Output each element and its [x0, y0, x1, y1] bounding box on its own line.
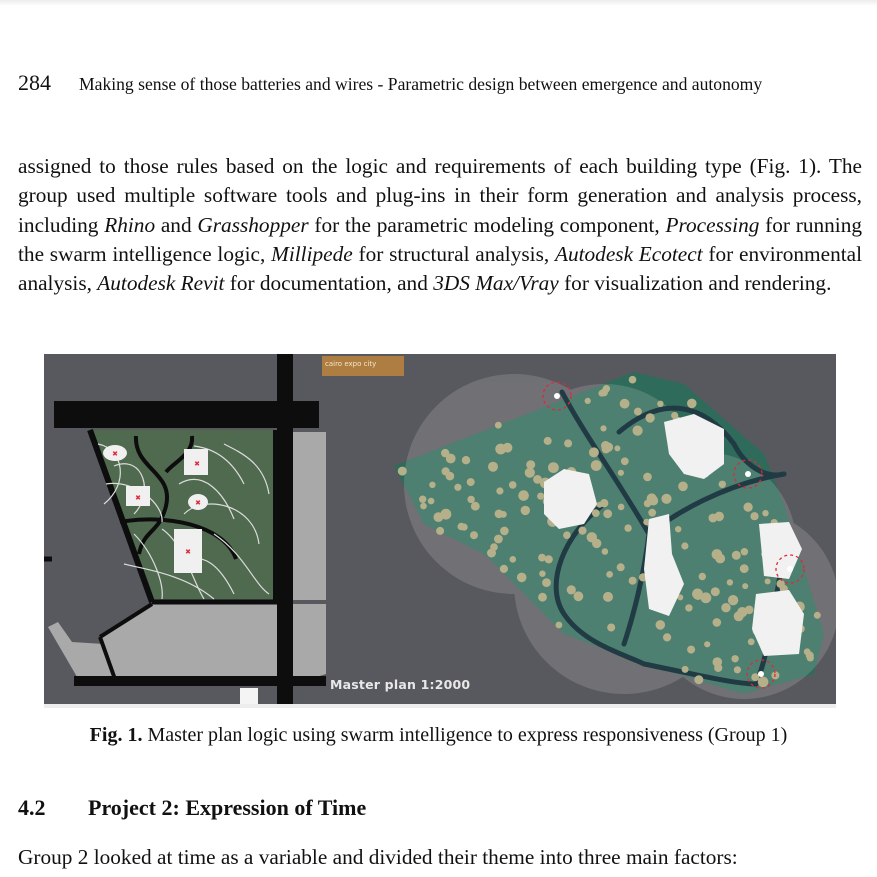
- tree-marker: [713, 657, 723, 667]
- tree-marker: [633, 426, 643, 436]
- tree-marker: [617, 563, 625, 571]
- tree-marker: [762, 510, 768, 516]
- tree-marker: [602, 445, 611, 454]
- tree-marker: [621, 457, 629, 465]
- tree-marker: [436, 527, 444, 535]
- software-name: Autodesk Ecotect: [554, 241, 703, 266]
- software-name: Grasshopper: [197, 212, 309, 237]
- tree-marker: [647, 493, 657, 503]
- tree-marker: [741, 548, 748, 555]
- tree-marker: [711, 587, 720, 596]
- tree-marker: [419, 496, 426, 503]
- tree-marker: [742, 583, 748, 589]
- caption-text: Master plan logic using swarm intelligence to express responsiveness (Group 1): [142, 724, 788, 746]
- tree-marker: [732, 551, 741, 560]
- svg-text:✖: ✖: [135, 494, 141, 502]
- software-name: 3DS Max/Vray: [433, 271, 559, 296]
- tree-marker: [744, 503, 753, 512]
- text-run: assigned to those rules based on the logic and requirements of each building type (Fig. 1). The group used multiple software tools and plug-ins in their form generation and analysis process, including: [18, 154, 862, 237]
- tree-marker: [675, 526, 681, 532]
- tree-marker: [731, 655, 738, 662]
- tree-marker: [429, 482, 435, 488]
- tree-marker: [807, 654, 814, 661]
- tree-marker: [539, 571, 545, 577]
- software-name: Processing: [665, 212, 760, 237]
- page-top-edge: [0, 0, 877, 6]
- tree-marker: [494, 535, 503, 544]
- tree-marker: [624, 524, 631, 531]
- tree-marker: [694, 675, 703, 684]
- tree-marker: [603, 509, 612, 518]
- tree-marker: [510, 556, 517, 563]
- tree-marker: [471, 502, 480, 511]
- tree-marker: [740, 564, 749, 573]
- tree-marker: [814, 612, 821, 619]
- tree-marker: [563, 531, 571, 539]
- tree-marker: [629, 376, 637, 384]
- road-horizontal-bottom: [74, 676, 326, 686]
- section-title: Project 2: Expression of Time: [88, 795, 367, 820]
- tree-marker: [578, 527, 586, 535]
- tree-marker: [620, 399, 630, 409]
- tree-marker: [454, 484, 461, 491]
- tree-marker: [682, 666, 689, 673]
- image-frame-edge: [44, 704, 836, 708]
- tree-marker: [544, 437, 552, 445]
- tree-marker: [420, 503, 427, 510]
- tree-marker: [589, 447, 599, 457]
- tree-marker: [629, 577, 637, 585]
- tree-marker: [592, 509, 600, 517]
- tree-marker: [734, 666, 741, 673]
- tree-marker: [434, 512, 444, 522]
- small-white-block: [240, 688, 258, 704]
- tree-marker: [398, 467, 407, 476]
- svg-text:✖: ✖: [195, 499, 201, 507]
- text-run: for structural analysis,: [352, 241, 555, 266]
- tree-marker: [719, 481, 726, 488]
- tree-marker: [467, 496, 474, 503]
- scale-label: Master plan 1:2000: [330, 677, 471, 692]
- tree-marker: [556, 622, 563, 629]
- tree-marker: [721, 603, 730, 612]
- tree-marker: [521, 506, 530, 515]
- tree-marker: [618, 470, 624, 476]
- software-name: Millipede: [271, 241, 353, 266]
- tree-marker: [462, 456, 470, 464]
- tree-marker: [701, 592, 712, 603]
- logo-text: cairo expo city: [325, 360, 377, 368]
- tree-marker: [517, 573, 527, 583]
- software-name: Rhino: [104, 212, 156, 237]
- tree-marker: [467, 478, 475, 486]
- tree-marker: [734, 611, 744, 621]
- figure-caption: [0, 724, 877, 747]
- figure-master-plan: [44, 354, 836, 708]
- text-run: for documentation, and: [224, 271, 434, 296]
- tree-marker: [709, 514, 718, 523]
- tree-marker: [600, 499, 608, 507]
- master-plan-image: [44, 354, 836, 708]
- tree-marker: [500, 511, 507, 518]
- tree-marker: [495, 422, 502, 429]
- tree-marker: [545, 555, 553, 563]
- tree-marker: [804, 648, 811, 655]
- tree-marker: [564, 439, 572, 447]
- running-title: Making sense of those batteries and wires - Parametric design between emergence and autonomy: [79, 74, 763, 94]
- tree-marker: [685, 604, 692, 611]
- svg-text:✖: ✖: [194, 460, 200, 468]
- tree-marker: [470, 531, 478, 539]
- section-heading: [18, 795, 366, 821]
- text-run: for visualization and rendering.: [558, 271, 832, 296]
- tree-marker: [715, 554, 725, 564]
- tree-marker: [634, 408, 642, 416]
- tree-marker: [585, 398, 591, 404]
- svg-text:✖: ✖: [112, 450, 118, 458]
- tree-marker: [661, 494, 671, 504]
- tree-marker: [441, 449, 449, 457]
- tree-marker: [487, 549, 496, 558]
- caption-label: Fig. 1.: [89, 724, 143, 746]
- tree-marker: [488, 462, 498, 472]
- tree-marker: [525, 468, 535, 478]
- tree-marker: [699, 573, 706, 580]
- text-run: and: [155, 212, 198, 237]
- tree-marker: [598, 390, 605, 397]
- tree-marker: [592, 539, 601, 548]
- tree-marker: [603, 592, 613, 602]
- tree-marker: [614, 445, 620, 451]
- tree-marker: [602, 548, 609, 555]
- text-run: for the parametric modeling component,: [308, 212, 666, 237]
- svg-text:✖: ✖: [185, 548, 191, 556]
- tree-marker: [538, 554, 546, 562]
- swarm-master-plan-render: [394, 372, 836, 699]
- tree-marker: [526, 460, 535, 469]
- tree-marker: [538, 593, 547, 602]
- tree-marker: [687, 646, 695, 654]
- tree-marker: [600, 425, 606, 431]
- tree-marker: [678, 482, 688, 492]
- tree-marker: [607, 624, 615, 632]
- tree-marker: [728, 595, 738, 605]
- tree-marker: [648, 509, 656, 517]
- tree-marker: [663, 633, 671, 641]
- tree-marker: [442, 467, 450, 475]
- tree-marker: [656, 620, 666, 630]
- tree-marker: [713, 618, 722, 627]
- tree-marker: [428, 498, 435, 505]
- page-number: 284: [18, 70, 51, 95]
- tree-marker: [758, 677, 769, 688]
- tree-marker: [500, 527, 509, 536]
- tree-marker: [765, 578, 771, 584]
- tree-marker: [750, 512, 758, 520]
- tree-marker: [518, 490, 529, 501]
- tree-marker: [687, 399, 697, 409]
- tree-marker: [645, 413, 654, 422]
- road-vertical: [277, 354, 293, 708]
- tree-marker: [509, 481, 517, 489]
- tree-marker: [643, 473, 652, 482]
- tree-marker: [574, 591, 584, 601]
- tree-marker: [681, 542, 688, 549]
- tree-marker: [591, 460, 602, 471]
- tree-marker: [500, 565, 508, 573]
- text-run: for running the swarm intelligence logic,: [18, 212, 862, 266]
- next-paragraph: Group 2 looked at time as a variable and divided their theme into three main factors:: [18, 845, 738, 869]
- body-paragraph: [18, 152, 862, 298]
- tree-marker: [618, 504, 625, 511]
- tree-marker: [567, 585, 576, 594]
- tree-marker: [495, 444, 506, 455]
- software-name: Autodesk Revit: [97, 271, 225, 296]
- tree-marker: [548, 462, 559, 473]
- text-run: for environmental analysis,: [18, 241, 862, 296]
- logic-diagram: [44, 354, 326, 708]
- tree-marker: [606, 571, 613, 578]
- tree-marker: [496, 487, 503, 494]
- running-header: [18, 70, 858, 100]
- tree-marker: [727, 579, 733, 585]
- section-number: 4.2: [18, 795, 46, 820]
- tree-marker: [748, 638, 755, 645]
- tree-marker: [458, 523, 466, 531]
- tree-marker: [704, 641, 710, 647]
- tree-marker: [657, 401, 663, 407]
- tree-marker: [537, 493, 544, 500]
- tree-marker: [542, 578, 551, 587]
